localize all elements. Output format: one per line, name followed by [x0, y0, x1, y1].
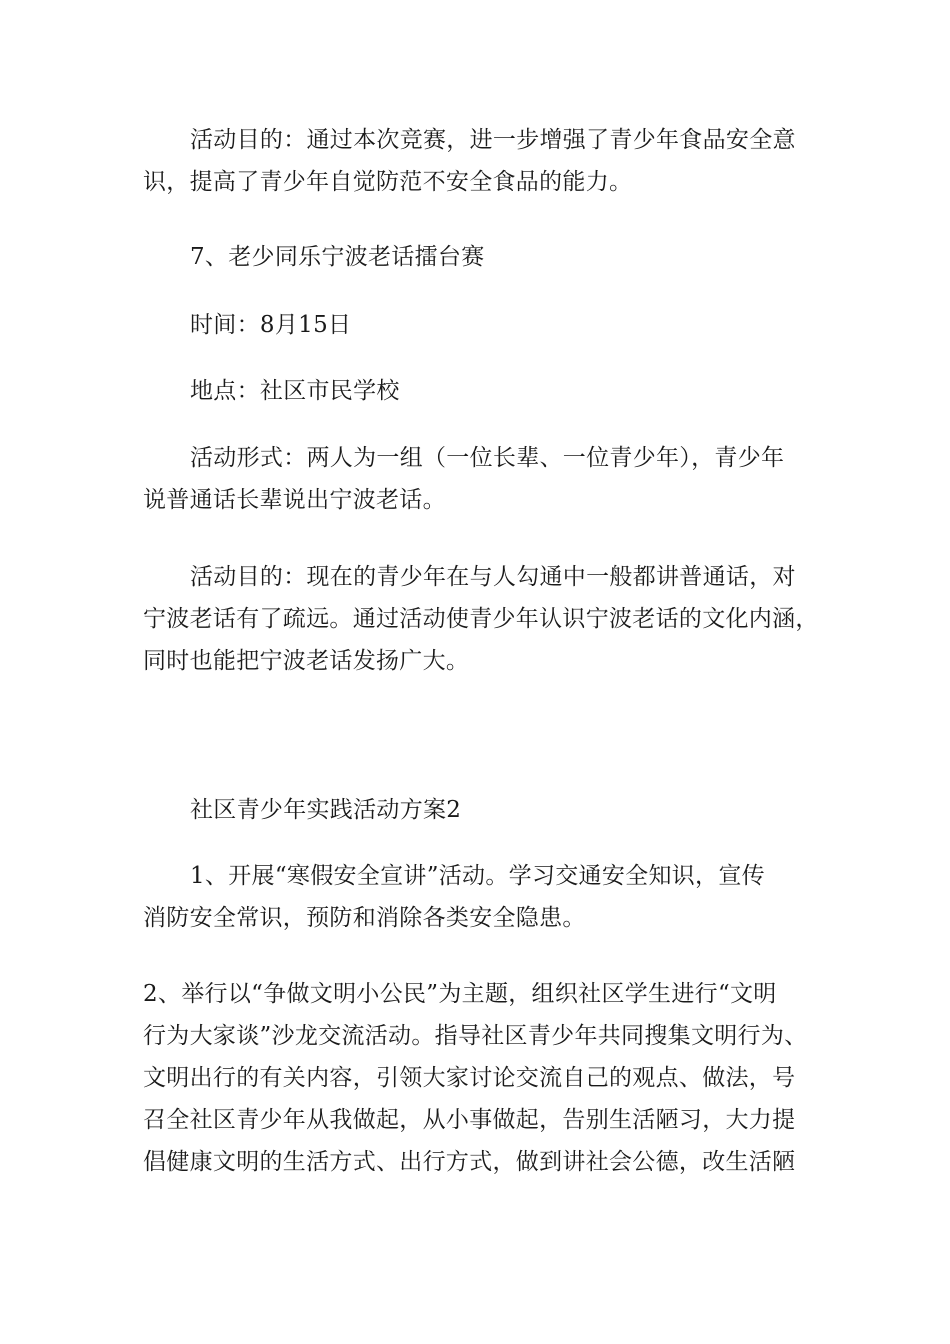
text-line: 识，提高了青少年自觉防范不安全食品的能力。 [143, 169, 633, 195]
paragraph-item-1 [143, 855, 807, 939]
section-heading-dialect-contest [143, 236, 807, 278]
paragraph-location [143, 370, 807, 412]
text-line: 活动形式：两人为一组（一位长辈、一位青少年），青少年 [190, 445, 785, 471]
text-line: 活动目的：现在的青少年在与人勾通中一般都讲普通话，对 [190, 564, 796, 590]
text-line: 7、老少同乐宁波老话擂台赛 [190, 244, 485, 270]
text-line: 说普通话长辈说出宁波老话。 [143, 487, 446, 513]
text-line: 行为大家谈”沙龙交流活动。指导社区青少年共同搜集文明行为、 [143, 1023, 808, 1049]
text-line: 召全社区青少年从我做起，从小事做起，告别生活陋习，大力提 [143, 1107, 796, 1133]
text-line: 地点：社区市民学校 [190, 378, 400, 404]
text-line: 倡健康文明的生活方式、出行方式，做到讲社会公德，改生活陋 [143, 1149, 796, 1175]
text-line: 宁波老话有了疏远。通过活动使青少年认识宁波老话的文化内涵， [143, 606, 819, 632]
paragraph-time [143, 304, 807, 346]
text-line: 活动目的：通过本次竞赛，进一步增强了青少年食品安全意 [190, 127, 796, 153]
section-title-plan-2 [143, 789, 807, 831]
text-line: 时间：8月15日 [190, 312, 352, 338]
paragraph-item-2 [143, 973, 807, 1183]
text-line: 1、开展“寒假安全宣讲”活动。学习交通安全知识，宣传 [190, 863, 765, 889]
text-line: 社区青少年实践活动方案2 [190, 797, 462, 823]
text-line: 消防安全常识，预防和消除各类安全隐患。 [143, 905, 586, 931]
paragraph-activity-goal-dialect [143, 556, 819, 682]
paragraph-activity-goal-food-safety [143, 119, 807, 203]
text-line: 2、举行以“争做文明小公民”为主题，组织社区学生进行“文明 [143, 981, 777, 1007]
text-line: 同时也能把宁波老话发扬广大。 [143, 648, 470, 674]
text-line: 文明出行的有关内容，引领大家讨论交流自己的观点、做法，号 [143, 1065, 796, 1091]
paragraph-activity-form [143, 437, 807, 521]
